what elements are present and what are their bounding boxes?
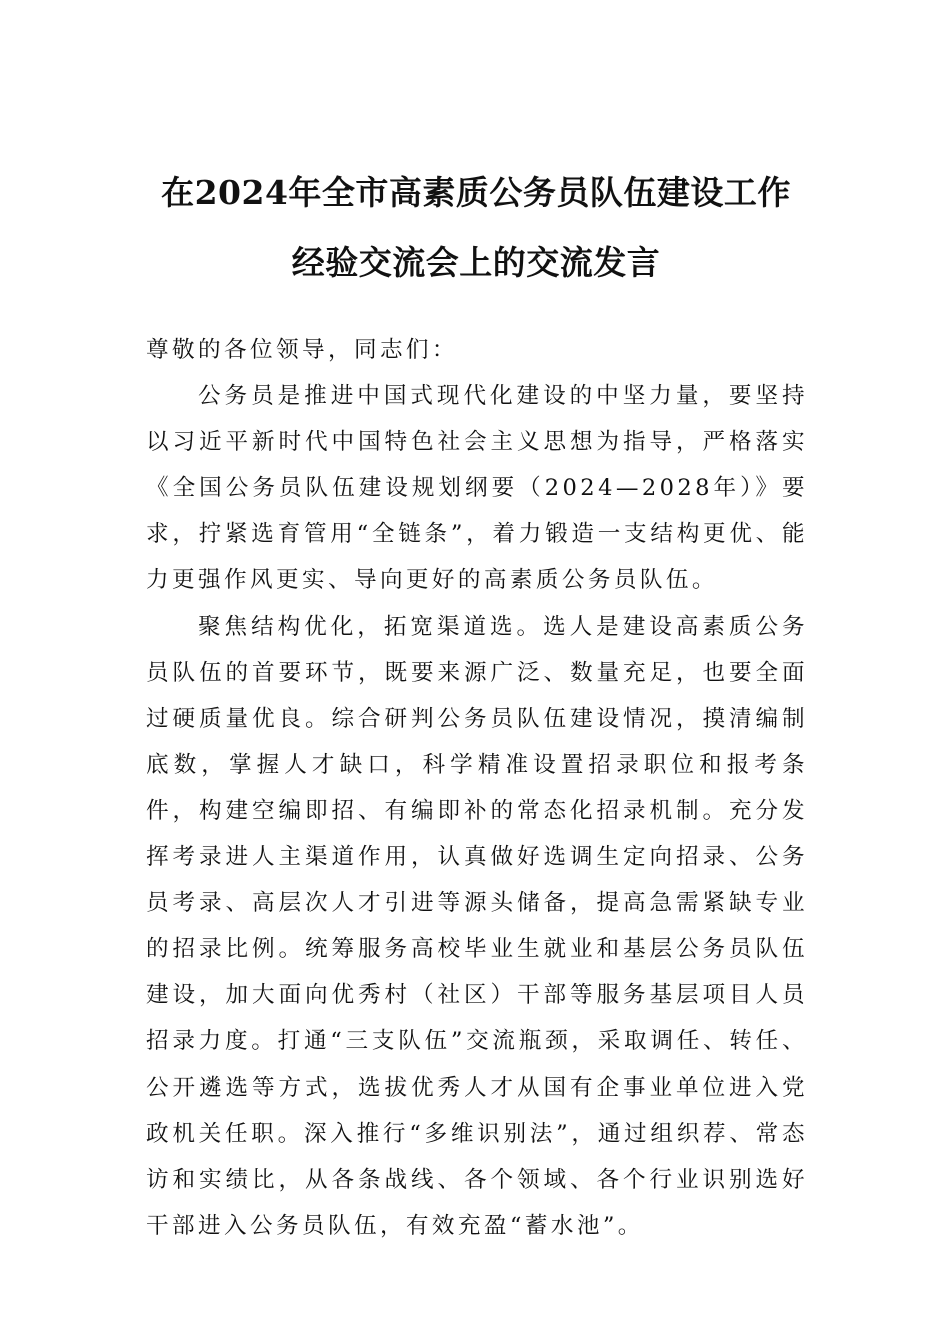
title-line-1: 在2024年全市高素质公务员队伍建设工作 <box>161 173 791 212</box>
paragraph-intro: 公务员是推进中国式现代化建设的中坚力量，要坚持以习近平新时代中国特色社会主义思想为指导，严格落实《全国公务员队伍建设规划纲要（2024—2028年）》要求，拧紧选育管用“全链条”，着力锻造一支结构更优、能力更强作风更实、导向更好的高素质公务员队伍。 <box>146 383 808 594</box>
document-body <box>146 327 808 1249</box>
title-line-2: 经验交流会上的交流发言 <box>291 243 661 282</box>
document-title <box>146 158 806 298</box>
paragraph-structure-optimization: 聚焦结构优化，拓宽渠道选。选人是建设高素质公务员队伍的首要环节，既要来源广泛、数量充足，也要全面过硬质量优良。综合研判公务员队伍建设情况，摸清编制底数，掌握人才缺口，科学精准设置招录职位和报考条件，构建空编即招、有编即补的常态化招录机制。充分发挥考录进人主渠道作用，认真做好选调生定向招录、公务员考录、高层次人才引进等源头储备，提高急需紧缺专业的招录比例。统筹服务高校毕业生就业和基层公务员队伍建设，加大面向优秀村（社区）干部等服务基层项目人员招录力度。打通“三支队伍”交流瓶颈，采取调任、转任、公开遴选等方式，选拔优秀人才从国有企事业单位进入党政机关任职。深入推行“多维识别法”，通过组织荐、常态访和实绩比，从各条战线、各个领域、各个行业识别选好干部进入公务员队伍，有效充盈“蓄水池”。 <box>146 613 808 1239</box>
salutation: 尊敬的各位领导，同志们： <box>146 337 458 363</box>
